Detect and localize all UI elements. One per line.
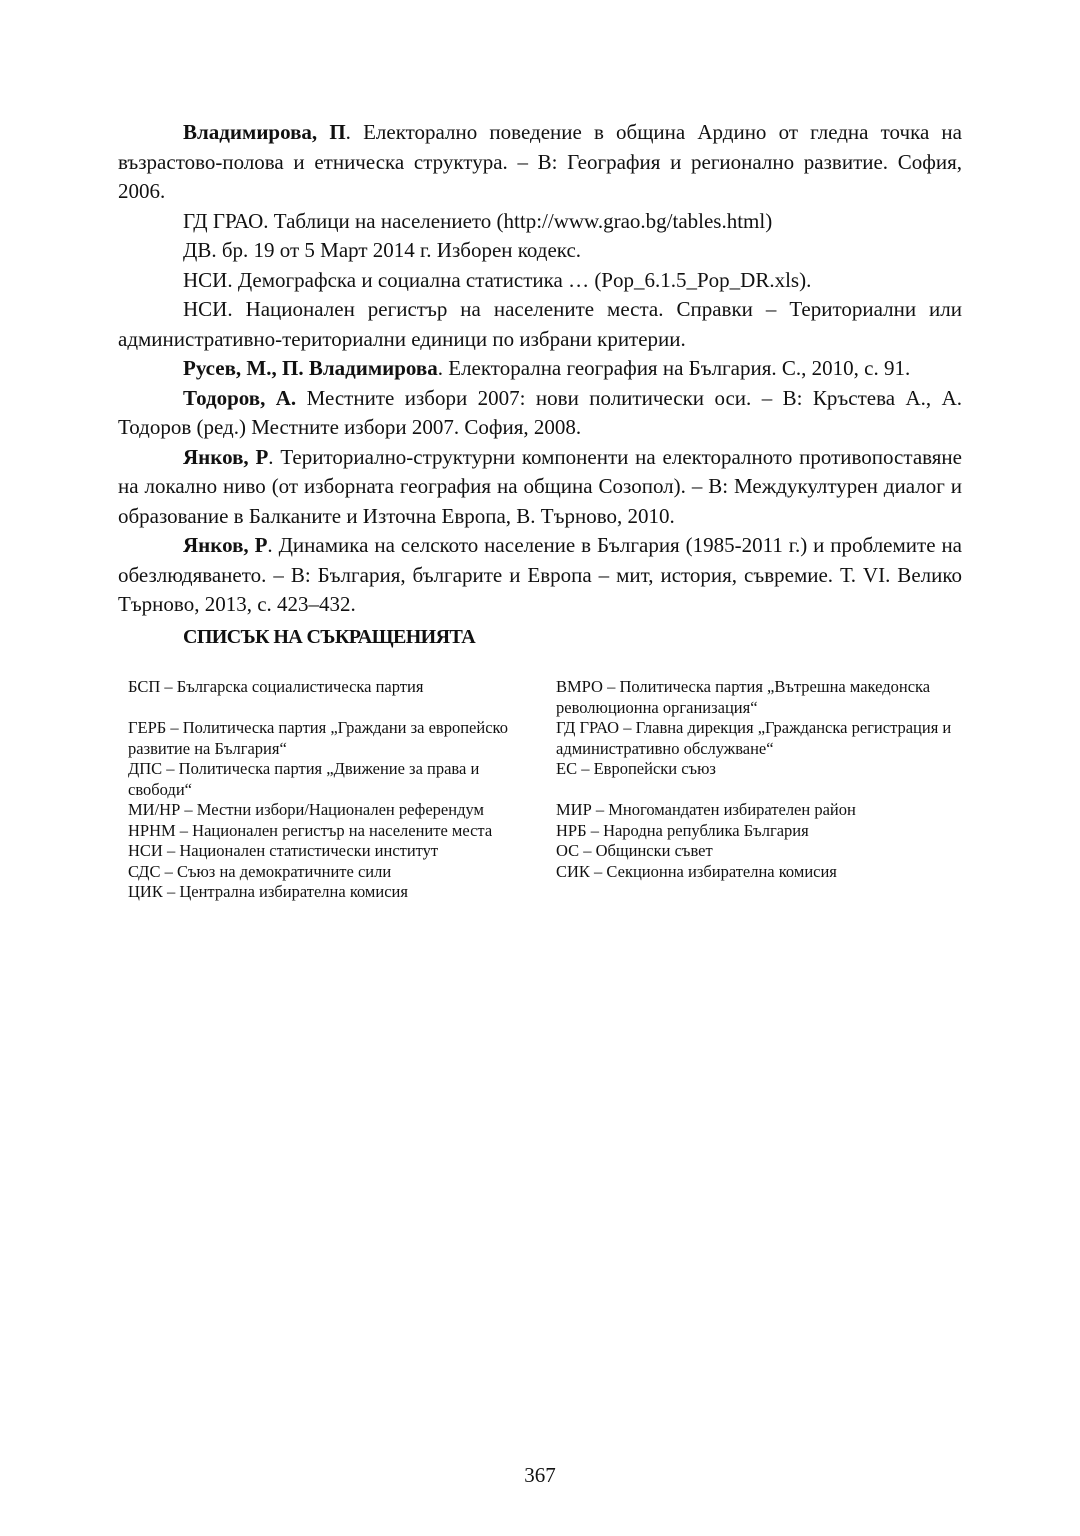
reference-entry (118, 531, 962, 620)
abbreviation-spacer (128, 698, 538, 719)
reference-entry (118, 443, 962, 532)
reference-text: Местните избори 2007: нови политически оси. – В: Кръстева А., А. Тодоров (ред.) Местните избори 2007. София, 2008. (118, 385, 962, 439)
reference-author: Владимирова, П (183, 120, 346, 144)
reference-text: НСИ. Национален регистър на населените места. Справки – Териториални или административно-териториални единици по избрани критерии. (118, 297, 962, 351)
reference-author: Янков, Р (183, 533, 268, 557)
references-list (118, 118, 962, 620)
reference-entry (118, 207, 962, 237)
reference-entry (118, 118, 962, 207)
abbreviations-right-column (556, 677, 976, 882)
abbreviation-item: БСП – Българска социалистическа партия (128, 677, 424, 696)
reference-entry (118, 354, 962, 384)
reference-text: . Електорално поведение в община Ардино от гледна точка на възрастово-полова и етническа структура. – В: География и регионално развитие. София, 2006. (118, 120, 962, 203)
reference-entry (118, 384, 962, 443)
page-number: 367 (524, 1463, 556, 1487)
reference-entry (118, 236, 962, 266)
reference-author: Русев, М., П. Владимирова (183, 356, 438, 380)
abbreviation-item: МИ/НР – Местни избори/Национален референдум (128, 800, 484, 819)
abbreviation-item: ГД ГРАО – Главна дирекция „Гражданска регистрация и административно обслужване“ (556, 718, 952, 758)
reference-text: ДВ. бр. 19 от 5 Март 2014 г. Изборен кодекс. (183, 238, 582, 262)
reference-text: . Териториално-структурни компоненти на електоралното противопоставяне на локално ниво (от изборната география на община Созопол). – В: Междукултурен диалог и образование в Балканите и Източна Европа, В. Търново, 2010. (118, 444, 962, 528)
reference-author: Тодоров, А. (183, 385, 297, 410)
abbreviation-spacer (556, 780, 976, 801)
abbreviation-item: ДПС – Политическа партия „Движение за права и свободи“ (128, 759, 480, 799)
abbreviation-item: ЕС – Европейски съюз (556, 759, 716, 778)
reference-text: . Динамика на селското население в България (1985-2011 г.) и проблемите на обезлюдяването. – В: България, българите и Европа – мит, история, съвремие. Т. VI. Велико Търново, 2013, с. 423–432. (118, 533, 962, 616)
reference-entry (118, 266, 962, 296)
abbreviation-item: ОС – Общински съвет (556, 841, 713, 860)
abbreviation-item: НСИ – Национален статистически институт (128, 841, 439, 860)
reference-entry (118, 295, 962, 354)
abbreviation-item: СДС – Съюз на демократичните сили (128, 861, 392, 881)
abbreviations-heading: СПИСЪК НА СЪКРАЩЕНИЯТА (183, 626, 476, 648)
reference-text: ГД ГРАО. Таблици на населението (http://www.grao.bg/tables.html) (183, 208, 773, 233)
abbreviation-item: НРБ – Народна република България (556, 820, 809, 840)
abbreviation-item: СИК – Секционна избирателна комисия (556, 861, 837, 881)
abbreviation-item: ЦИК – Централна избирателна комисия (128, 882, 408, 901)
abbreviation-item: ГЕРБ – Политическа партия „Граждани за европейско развитие на България“ (128, 718, 508, 758)
reference-text: НСИ. Демографска и социална статистика … (Pop_6.1.5_Pop_DR.xls). (183, 267, 812, 292)
reference-author: Янков, Р (183, 444, 269, 469)
abbreviation-item: ВМРО – Политическа партия „Вътрешна македонска революционна организация“ (556, 677, 931, 717)
abbreviation-item: МИР – Многомандатен избирателен район (556, 800, 856, 819)
reference-text: . Електорална география на България. С., 2010, с. 91. (437, 356, 911, 380)
abbreviations-left-column (128, 677, 538, 903)
abbreviation-item: НРНМ – Национален регистър на населените места (128, 820, 493, 840)
